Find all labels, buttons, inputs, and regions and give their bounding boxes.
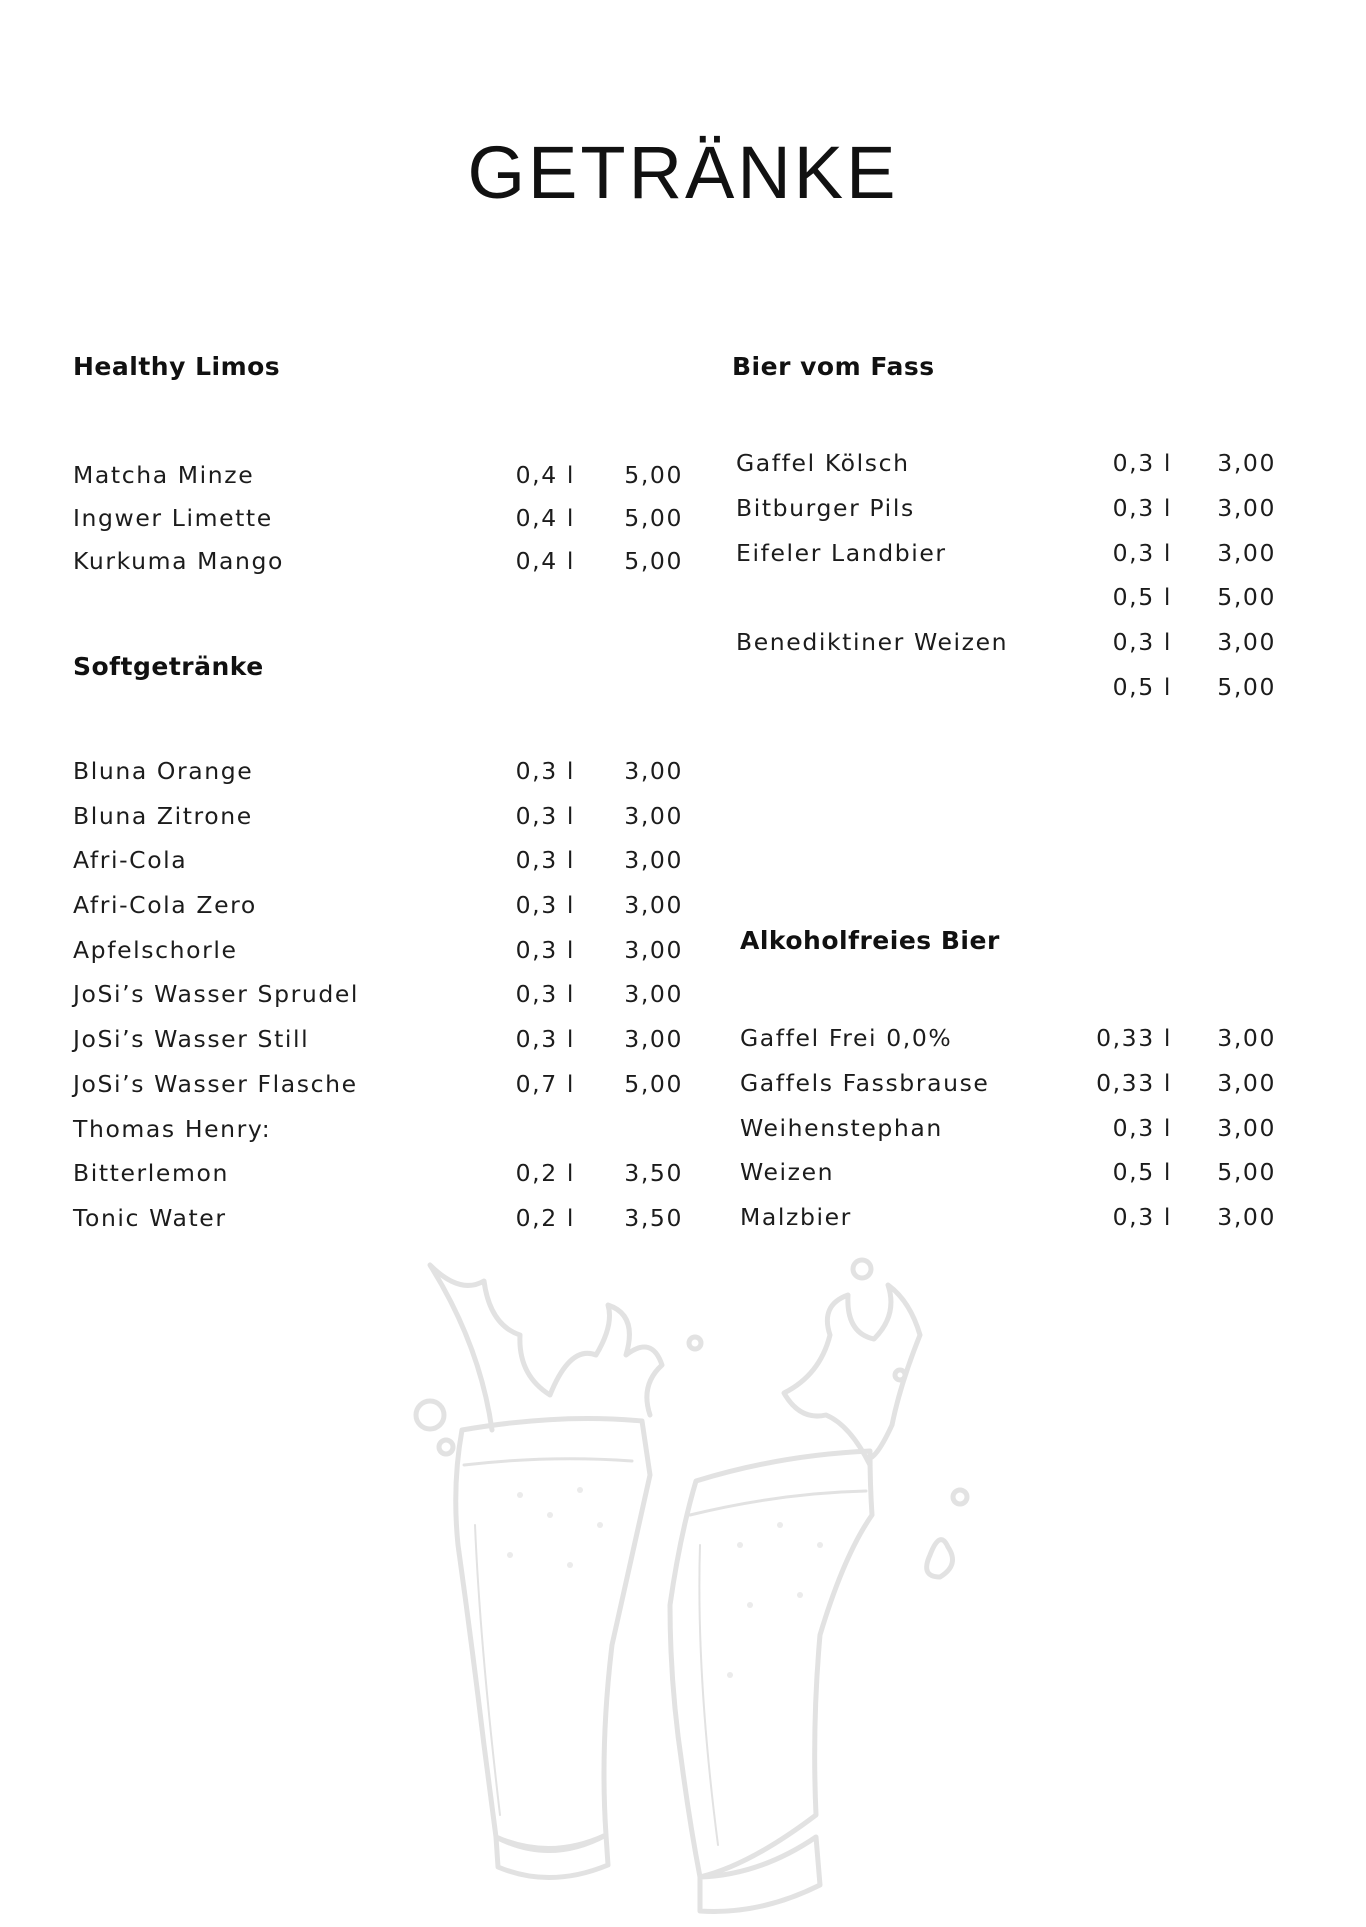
list-item: [736, 673, 1276, 718]
list-item: [740, 1158, 1276, 1203]
item-size: 0,3 l: [515, 801, 575, 830]
item-price: 3,00: [1217, 628, 1276, 657]
item-size: 0,3 l: [515, 846, 575, 875]
item-name: Malzbier: [740, 1203, 852, 1232]
item-price: 5,00: [624, 547, 683, 576]
item-name: Bluna Zitrone: [73, 801, 253, 830]
list-item: [73, 936, 683, 981]
item-price: 5,00: [624, 1069, 683, 1098]
list-item: [73, 1070, 683, 1115]
item-price: 3,50: [624, 1203, 683, 1232]
section-heading-alkoholfreies-bier: Alkoholfreies Bier: [740, 926, 1000, 955]
item-size: 0,3 l: [515, 1025, 575, 1054]
list-item: [73, 1159, 683, 1204]
beer-glasses-toast-icon: [400, 1225, 970, 1925]
item-price: 3,00: [624, 757, 683, 785]
list-item: [73, 547, 683, 590]
item-name: Eifeler Landbier: [736, 538, 947, 567]
item-name: Weihenstephan: [740, 1113, 943, 1142]
section-heading-bier-vom-fass: Bier vom Fass: [732, 352, 935, 381]
item-list-alkoholfreies-bier: [740, 1024, 1276, 1248]
item-price: 5,00: [1217, 583, 1276, 612]
item-name: Benediktiner Weizen: [736, 628, 1009, 657]
item-price: 5,00: [624, 461, 683, 489]
page-title: GETRÄNKE: [467, 131, 899, 214]
item-size: 0,3 l: [515, 757, 575, 785]
list-item: [73, 504, 683, 547]
list-item: [73, 1115, 683, 1160]
section-healthy-limos: [73, 352, 683, 576]
item-price: 3,00: [624, 891, 683, 920]
item-price: 3,50: [624, 1159, 683, 1188]
item-price: 3,00: [624, 801, 683, 830]
item-size: 0,3 l: [1112, 449, 1172, 477]
item-size: 0,3 l: [1112, 1113, 1172, 1142]
list-item: [736, 628, 1276, 673]
item-list-softgetraenke: [73, 757, 683, 1249]
item-name: Gaffel Kölsch: [736, 449, 910, 477]
list-item: [73, 757, 683, 802]
section-heading-healthy-limos: Healthy Limos: [73, 352, 281, 381]
item-name: Tonic Water: [73, 1203, 227, 1232]
item-price: 3,00: [1217, 449, 1276, 477]
item-price: 3,00: [624, 935, 683, 964]
item-size: 0,4 l: [515, 461, 575, 489]
list-item: [73, 802, 683, 847]
list-item: [740, 1114, 1276, 1159]
item-name: Weizen: [740, 1158, 835, 1187]
item-size: 0,7 l: [515, 1069, 575, 1098]
section-alkoholfreies-bier: [740, 926, 1276, 1232]
item-name: Bitburger Pils: [736, 493, 915, 522]
item-size: 0,5 l: [1112, 672, 1172, 701]
list-item: [740, 1069, 1276, 1114]
item-price: 3,00: [624, 980, 683, 1009]
list-item: [740, 1024, 1276, 1069]
list-item: [736, 583, 1276, 628]
list-item: [73, 1025, 683, 1070]
item-name: JoSi’s Wasser Still: [73, 1025, 310, 1054]
item-name: Thomas Henry:: [73, 1114, 272, 1143]
section-bier-vom-fass: [732, 352, 1276, 701]
item-name: JoSi’s Wasser Flasche: [73, 1069, 358, 1098]
item-size: 0,2 l: [515, 1159, 575, 1188]
item-price: 3,00: [624, 846, 683, 875]
section-softgetraenke: [73, 652, 683, 1232]
item-name: Bluna Orange: [73, 757, 254, 785]
item-size: 0,4 l: [515, 504, 575, 533]
item-size: 0,3 l: [1112, 628, 1172, 657]
item-size: 0,3 l: [515, 935, 575, 964]
item-size: 0,33 l: [1096, 1024, 1172, 1052]
item-size: 0,3 l: [1112, 493, 1172, 522]
item-name: Gaffel Frei 0,0%: [740, 1024, 953, 1052]
item-price: 5,00: [1217, 1158, 1276, 1187]
item-price: 3,00: [1217, 1203, 1276, 1232]
item-list-bier-vom-fass: [736, 449, 1276, 718]
item-price: 3,00: [1217, 1113, 1276, 1142]
item-price: 3,00: [1217, 493, 1276, 522]
item-name: Matcha Minze: [73, 461, 255, 489]
item-size: 0,2 l: [515, 1203, 575, 1232]
list-item: [736, 494, 1276, 539]
item-name: JoSi’s Wasser Sprudel: [73, 980, 360, 1009]
item-name: Afri-Cola Zero: [73, 891, 257, 920]
list-item: [736, 449, 1276, 494]
section-heading-softgetraenke: Softgetränke: [73, 652, 264, 681]
item-price: 3,00: [1217, 538, 1276, 567]
list-item: [73, 891, 683, 936]
item-price: 3,00: [1217, 1068, 1276, 1097]
list-item: [736, 539, 1276, 584]
item-size: 0,5 l: [1112, 583, 1172, 612]
item-size: 0,5 l: [1112, 1158, 1172, 1187]
item-size: 0,3 l: [515, 891, 575, 920]
list-item: [73, 461, 683, 504]
item-name: Bitterlemon: [73, 1159, 229, 1188]
list-item: [73, 980, 683, 1025]
item-name: Gaffels Fassbrause: [740, 1068, 990, 1097]
item-name: Kurkuma Mango: [73, 547, 285, 576]
item-price: 5,00: [624, 504, 683, 533]
item-price: 5,00: [1217, 672, 1276, 701]
item-size: 0,33 l: [1096, 1068, 1172, 1097]
item-price: 3,00: [1217, 1024, 1276, 1052]
item-name: Apfelschorle: [73, 935, 238, 964]
item-size: 0,3 l: [515, 980, 575, 1009]
item-size: 0,4 l: [515, 547, 575, 576]
item-list-healthy-limos: [73, 461, 683, 591]
item-size: 0,3 l: [1112, 1203, 1172, 1232]
item-name: Afri-Cola: [73, 846, 188, 875]
list-item: [73, 846, 683, 891]
item-size: 0,3 l: [1112, 538, 1172, 567]
item-name: Ingwer Limette: [73, 504, 273, 533]
item-price: 3,00: [624, 1025, 683, 1054]
